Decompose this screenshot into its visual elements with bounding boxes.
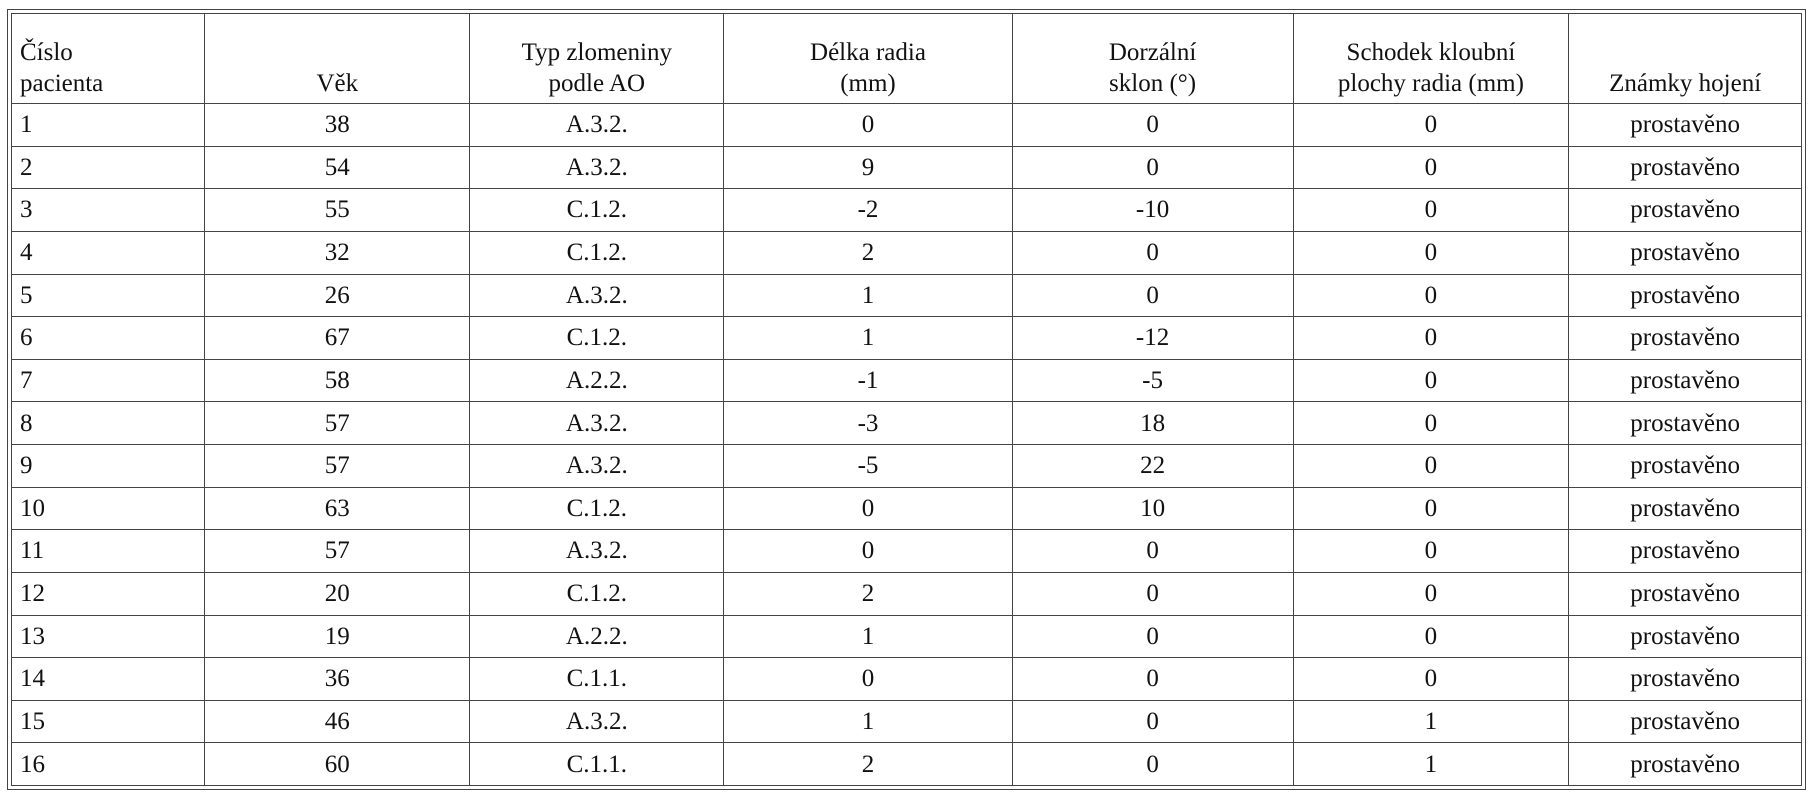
cell-healing-signs: prostavěno [1569,658,1802,701]
header-line: Dorzální [1108,38,1197,66]
cell-healing-signs: prostavěno [1569,104,1802,147]
cell-healing-signs: prostavěno [1569,743,1802,786]
cell-healing-signs: prostavěno [1569,700,1802,743]
table-frame [7,9,1806,790]
header-radius-length [724,14,1012,104]
cell-dorsal-tilt: 0 [1012,146,1293,189]
header-patient-number [12,14,205,104]
cell-healing-signs: prostavěno [1569,317,1802,360]
table-row [12,146,1802,189]
cell-fracture-type: A.3.2. [470,104,724,147]
cell-radius-length: 1 [724,615,1012,658]
cell-articular-step: 0 [1293,445,1569,488]
table-row [12,104,1802,147]
cell-fracture-type: A.2.2. [470,359,724,402]
cell-articular-step: 1 [1293,743,1569,786]
cell-articular-step: 0 [1293,530,1569,573]
cell-age: 19 [205,615,470,658]
cell-patient-number: 15 [12,700,205,743]
cell-radius-length: 2 [724,572,1012,615]
cell-patient-number: 7 [12,359,205,402]
cell-dorsal-tilt: -12 [1012,317,1293,360]
cell-healing-signs: prostavěno [1569,274,1802,317]
header-line: Schodek kloubní [1346,38,1516,66]
header-dorsal-tilt [1012,14,1293,104]
cell-articular-step: 1 [1293,700,1569,743]
header-line: Věk [316,69,359,97]
cell-radius-length: 0 [724,104,1012,147]
header-line: (mm) [840,69,896,97]
table-row [12,274,1802,317]
cell-dorsal-tilt: 0 [1012,572,1293,615]
cell-healing-signs: prostavěno [1569,572,1802,615]
cell-patient-number: 6 [12,317,205,360]
cell-articular-step: 0 [1293,317,1569,360]
table-row [12,658,1802,701]
cell-radius-length: -5 [724,445,1012,488]
cell-articular-step: 0 [1293,274,1569,317]
cell-radius-length: 1 [724,274,1012,317]
cell-age: 32 [205,231,470,274]
cell-radius-length: 2 [724,743,1012,786]
cell-fracture-type: A.3.2. [470,146,724,189]
cell-age: 54 [205,146,470,189]
cell-articular-step: 0 [1293,572,1569,615]
header-line: Typ zlomeniny [521,38,672,66]
cell-age: 60 [205,743,470,786]
cell-radius-length: 1 [724,317,1012,360]
cell-age: 58 [205,359,470,402]
patients-table [11,13,1802,786]
cell-articular-step: 0 [1293,615,1569,658]
cell-articular-step: 0 [1293,146,1569,189]
cell-fracture-type: A.3.2. [470,445,724,488]
cell-fracture-type: C.1.2. [470,487,724,530]
cell-patient-number: 8 [12,402,205,445]
cell-patient-number: 3 [12,189,205,232]
cell-healing-signs: prostavěno [1569,231,1802,274]
cell-age: 63 [205,487,470,530]
cell-patient-number: 12 [12,572,205,615]
cell-patient-number: 2 [12,146,205,189]
cell-age: 20 [205,572,470,615]
cell-radius-length: 9 [724,146,1012,189]
cell-dorsal-tilt: 0 [1012,615,1293,658]
cell-age: 46 [205,700,470,743]
cell-healing-signs: prostavěno [1569,189,1802,232]
cell-dorsal-tilt: 18 [1012,402,1293,445]
cell-fracture-type: C.1.2. [470,189,724,232]
cell-articular-step: 0 [1293,359,1569,402]
header-age [205,14,470,104]
cell-fracture-type: C.1.1. [470,658,724,701]
table-row [12,615,1802,658]
cell-patient-number: 14 [12,658,205,701]
header-articular-step [1293,14,1569,104]
cell-patient-number: 5 [12,274,205,317]
cell-radius-length: -3 [724,402,1012,445]
cell-articular-step: 0 [1293,189,1569,232]
cell-dorsal-tilt: -10 [1012,189,1293,232]
cell-patient-number: 1 [12,104,205,147]
cell-dorsal-tilt: 0 [1012,274,1293,317]
header-line: podle AO [548,69,646,97]
cell-radius-length: 0 [724,530,1012,573]
cell-fracture-type: A.3.2. [470,274,724,317]
cell-radius-length: 0 [724,658,1012,701]
header-line: sklon (°) [1109,69,1197,97]
cell-patient-number: 13 [12,615,205,658]
cell-age: 26 [205,274,470,317]
cell-patient-number: 16 [12,743,205,786]
table-header-row [12,14,1802,104]
table-row [12,231,1802,274]
cell-fracture-type: A.3.2. [470,700,724,743]
cell-healing-signs: prostavěno [1569,402,1802,445]
cell-healing-signs: prostavěno [1569,530,1802,573]
header-line: Známky hojení [1609,69,1762,97]
cell-fracture-type: C.1.2. [470,572,724,615]
cell-articular-step: 0 [1293,658,1569,701]
header-healing-signs [1569,14,1802,104]
header-line: plochy radia (mm) [1337,69,1524,97]
cell-radius-length: 0 [724,487,1012,530]
cell-radius-length: 2 [724,231,1012,274]
cell-articular-step: 0 [1293,231,1569,274]
cell-healing-signs: prostavěno [1569,146,1802,189]
cell-healing-signs: prostavěno [1569,445,1802,488]
cell-dorsal-tilt: 0 [1012,658,1293,701]
cell-articular-step: 0 [1293,402,1569,445]
cell-articular-step: 0 [1293,104,1569,147]
cell-age: 57 [205,402,470,445]
cell-age: 57 [205,445,470,488]
cell-age: 55 [205,189,470,232]
cell-patient-number: 9 [12,445,205,488]
cell-age: 57 [205,530,470,573]
header-line: Číslo [20,38,73,66]
table-row [12,359,1802,402]
cell-healing-signs: prostavěno [1569,359,1802,402]
cell-radius-length: 1 [724,700,1012,743]
table-row [12,445,1802,488]
table-row [12,530,1802,573]
cell-dorsal-tilt: 0 [1012,231,1293,274]
cell-dorsal-tilt: 22 [1012,445,1293,488]
header-fracture-type [470,14,724,104]
cell-dorsal-tilt: 0 [1012,530,1293,573]
cell-age: 36 [205,658,470,701]
cell-age: 67 [205,317,470,360]
table-row [12,572,1802,615]
table-row [12,487,1802,530]
cell-fracture-type: C.1.2. [470,317,724,360]
cell-healing-signs: prostavěno [1569,487,1802,530]
cell-fracture-type: A.3.2. [470,530,724,573]
cell-patient-number: 11 [12,530,205,573]
cell-patient-number: 4 [12,231,205,274]
cell-healing-signs: prostavěno [1569,615,1802,658]
cell-dorsal-tilt: 10 [1012,487,1293,530]
table-row [12,317,1802,360]
table-row [12,189,1802,232]
table-row [12,743,1802,786]
header-line: pacienta [20,69,104,97]
cell-dorsal-tilt: 0 [1012,700,1293,743]
table-body [12,104,1802,786]
cell-fracture-type: C.1.2. [470,231,724,274]
cell-radius-length: -2 [724,189,1012,232]
cell-dorsal-tilt: 0 [1012,743,1293,786]
header-line: Délka radia [810,38,926,66]
cell-fracture-type: A.2.2. [470,615,724,658]
cell-articular-step: 0 [1293,487,1569,530]
cell-patient-number: 10 [12,487,205,530]
cell-radius-length: -1 [724,359,1012,402]
table-row [12,402,1802,445]
cell-dorsal-tilt: 0 [1012,104,1293,147]
cell-fracture-type: A.3.2. [470,402,724,445]
table-row [12,700,1802,743]
cell-age: 38 [205,104,470,147]
cell-fracture-type: C.1.1. [470,743,724,786]
cell-dorsal-tilt: -5 [1012,359,1293,402]
